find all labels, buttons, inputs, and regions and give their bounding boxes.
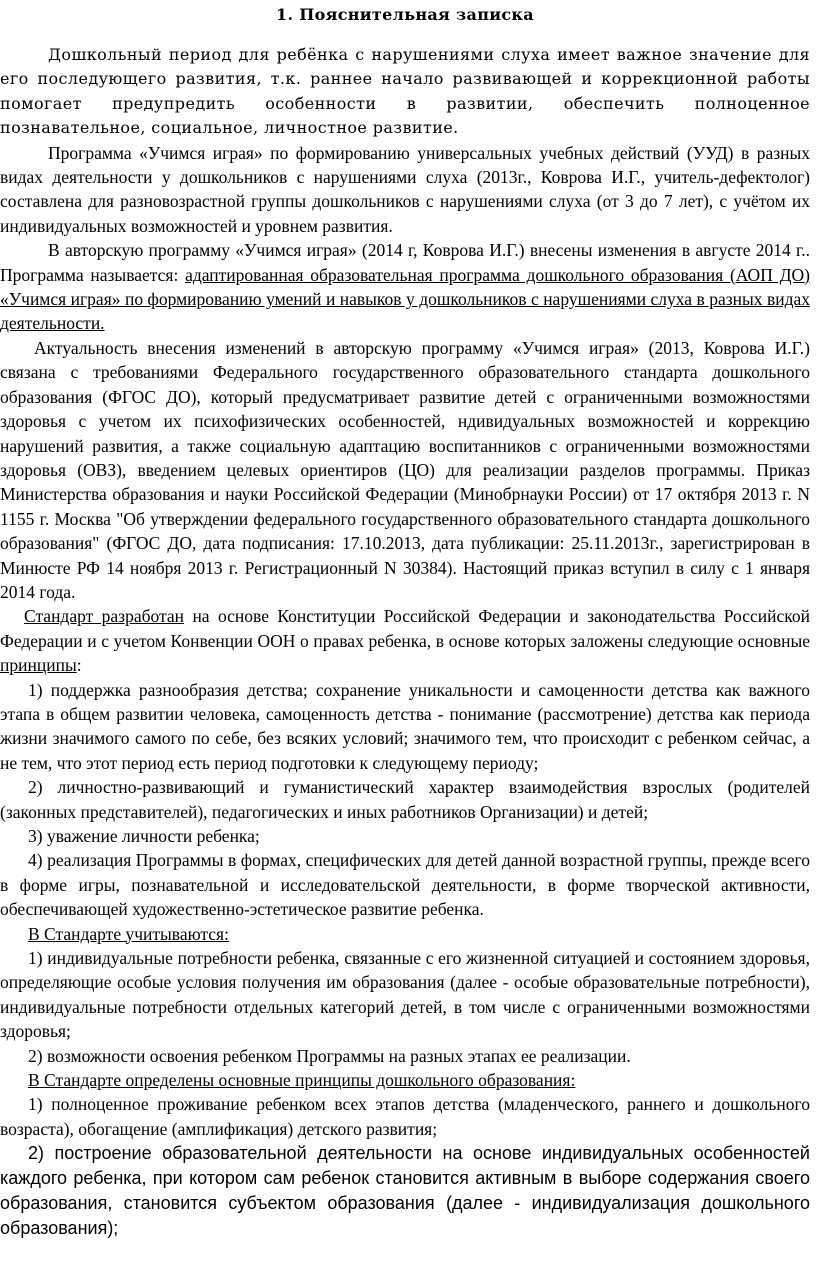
section-heading-considerations xyxy=(0,922,810,946)
principles-underlined: принципы xyxy=(0,655,77,676)
standard-developed-underlined: Стандарт разработан xyxy=(24,606,185,627)
paragraph-program-changes xyxy=(0,238,810,336)
program-changes-text: В авторскую программу «Учимся играя» (2014 г, Коврова И.Г.) внесены изменения в августе 2014 г.. Программа называется: xyxy=(0,240,810,285)
program-name-underlined: адаптированная образовательная программа дошкольного образования (АОП ДО) «Учимся играя» по формированию умений и навыков у дошкольников с нарушениями слуха в разных видах деятельности. xyxy=(0,264,810,334)
document-title: 1. Пояснительная записка xyxy=(276,5,534,24)
standard-considerations-section xyxy=(0,922,810,1068)
list-item-principle-1: 1) поддержка разнообразия детства; сохранение уникальности и самоценности детства как важного этапа в общем развитии человека, самоценность детства - понимание (рассмотрение) детства как периода жизни значимого самого по себе, без всяких условий; значимого тем, что происходит с ребенком сейчас, а не тем, что этот период есть период подготовки к следующему периоду; xyxy=(0,679,810,773)
list-item-consideration-1: 1) индивидуальные потребности ребенка, связанные с его жизненной ситуацией и состоянием здоровья, определяющие особые условия получения им образования (далее - особые образовательные потребности), индивидуальные потребности отдельных категорий детей, в том числе с ограниченными возможностями здоровья; xyxy=(0,948,810,1042)
standard-principles-section xyxy=(0,604,810,921)
list-item-consideration-2: 2) возможности освоения ребенком Программы на разных этапах ее реализации. xyxy=(28,1045,631,1066)
paragraph-program-description: Программа «Учимся играя» по формированию универсальных учебных действий (УУД) в разных видах деятельности у дошкольников с нарушениями слуха (2013г., Коврова И.Г., учитель-дефектолог) составлена для разновозрастной группы дошкольников с нарушениями слуха (от 3 до 7 лет), с учётом их индивидуальных возможностей и уровнем развития. xyxy=(0,142,810,236)
intro-section xyxy=(0,43,810,604)
considerations-heading-text: В Стандарте учитываются: xyxy=(28,923,229,944)
list-item-education-principle-1: 1) полноценное проживание ребенком всех этапов детства (младенческого, раннего и дошкольного возраста), обогащение (амплификация) детского развития; xyxy=(0,1094,810,1139)
section-heading-education-principles xyxy=(0,1068,810,1092)
education-principles-section xyxy=(0,1068,810,1241)
paragraph-standard-basis xyxy=(0,604,810,677)
standard-basis-text: на основе Конституции Российской Федерации и законодательства Российской Федерации и с учетом Конвенции ООН о правах ребенка, в основе которых заложены следующие основные xyxy=(0,606,811,651)
paragraph-preschool-period: Дошкольный период для ребёнка с нарушениями слуха имеет важное значение для его последующего развития, т.к. раннее начало развивающей и коррекционной работы помогает предупредить особенности в развитии, обеспечить полноценное познавательное, социальное, личностное развитие. xyxy=(0,45,810,138)
paragraph-relevance: Актуальность внесения изменений в авторскую программу «Учимся играя» (2013, Коврова И.Г.) связана с требованиями Федерального государственного образовательного стандарта дошкольного образования (ФГОС ДО), который предусматривает развитие детей с ограниченными возможностями здоровья с учетом их психофизических особенностей, ндивидуальных возможностей и коррекцию нарушений развития, а также социальную адаптацию воспитанников с ограниченными возможностями здоровья (ОВЗ), введением целевых ориентиров (ЦО) для реализации разделов программы. Приказ Министерства образования и науки Российской Федерации (Минобрнауки России) от 17 октября 2013 г. N 1155 г. Москва "Об утверждении федерального государственного образовательного стандарта дошкольного образования" (ФГОС ДО, дата подписания: 17.10.2013, дата публикации: 25.11.2013г., зарегистрирован в Минюсте РФ 14 ноября 2013 г. Регистрационный N 30384). Настоящий приказ вступил в силу с 1 января 2014 года. xyxy=(0,337,810,602)
list-item-principle-2: 2) личностно-развивающий и гуманистический характер взаимодействия взрослых (родителей (законных представителей), педагогических и иных работников Организации) и детей; xyxy=(0,777,810,822)
list-item-principle-3: 3) уважение личности ребенка; xyxy=(28,826,260,846)
list-item-principle-4: 4) реализация Программы в формах, специфических для детей данной возрастной группы, прежде всего в форме игры, познавательной и исследовательской деятельности, в форме творческой активности, обеспечивающей художественно-эстетическое развитие ребенка. xyxy=(0,850,810,920)
colon-text: : xyxy=(76,655,82,676)
education-principles-heading-text: В Стандарте определены основные принципы дошкольного образования: xyxy=(28,1070,576,1091)
list-item-education-principle-2: 2) построение образовательной деятельности на основе индивидуальных особенностей каждого ребенка, при котором сам ребенок становится активным в выборе содержания своего образования, становится субъектом образования (далее - индивидуализация дошкольного образования); xyxy=(0,1143,810,1239)
